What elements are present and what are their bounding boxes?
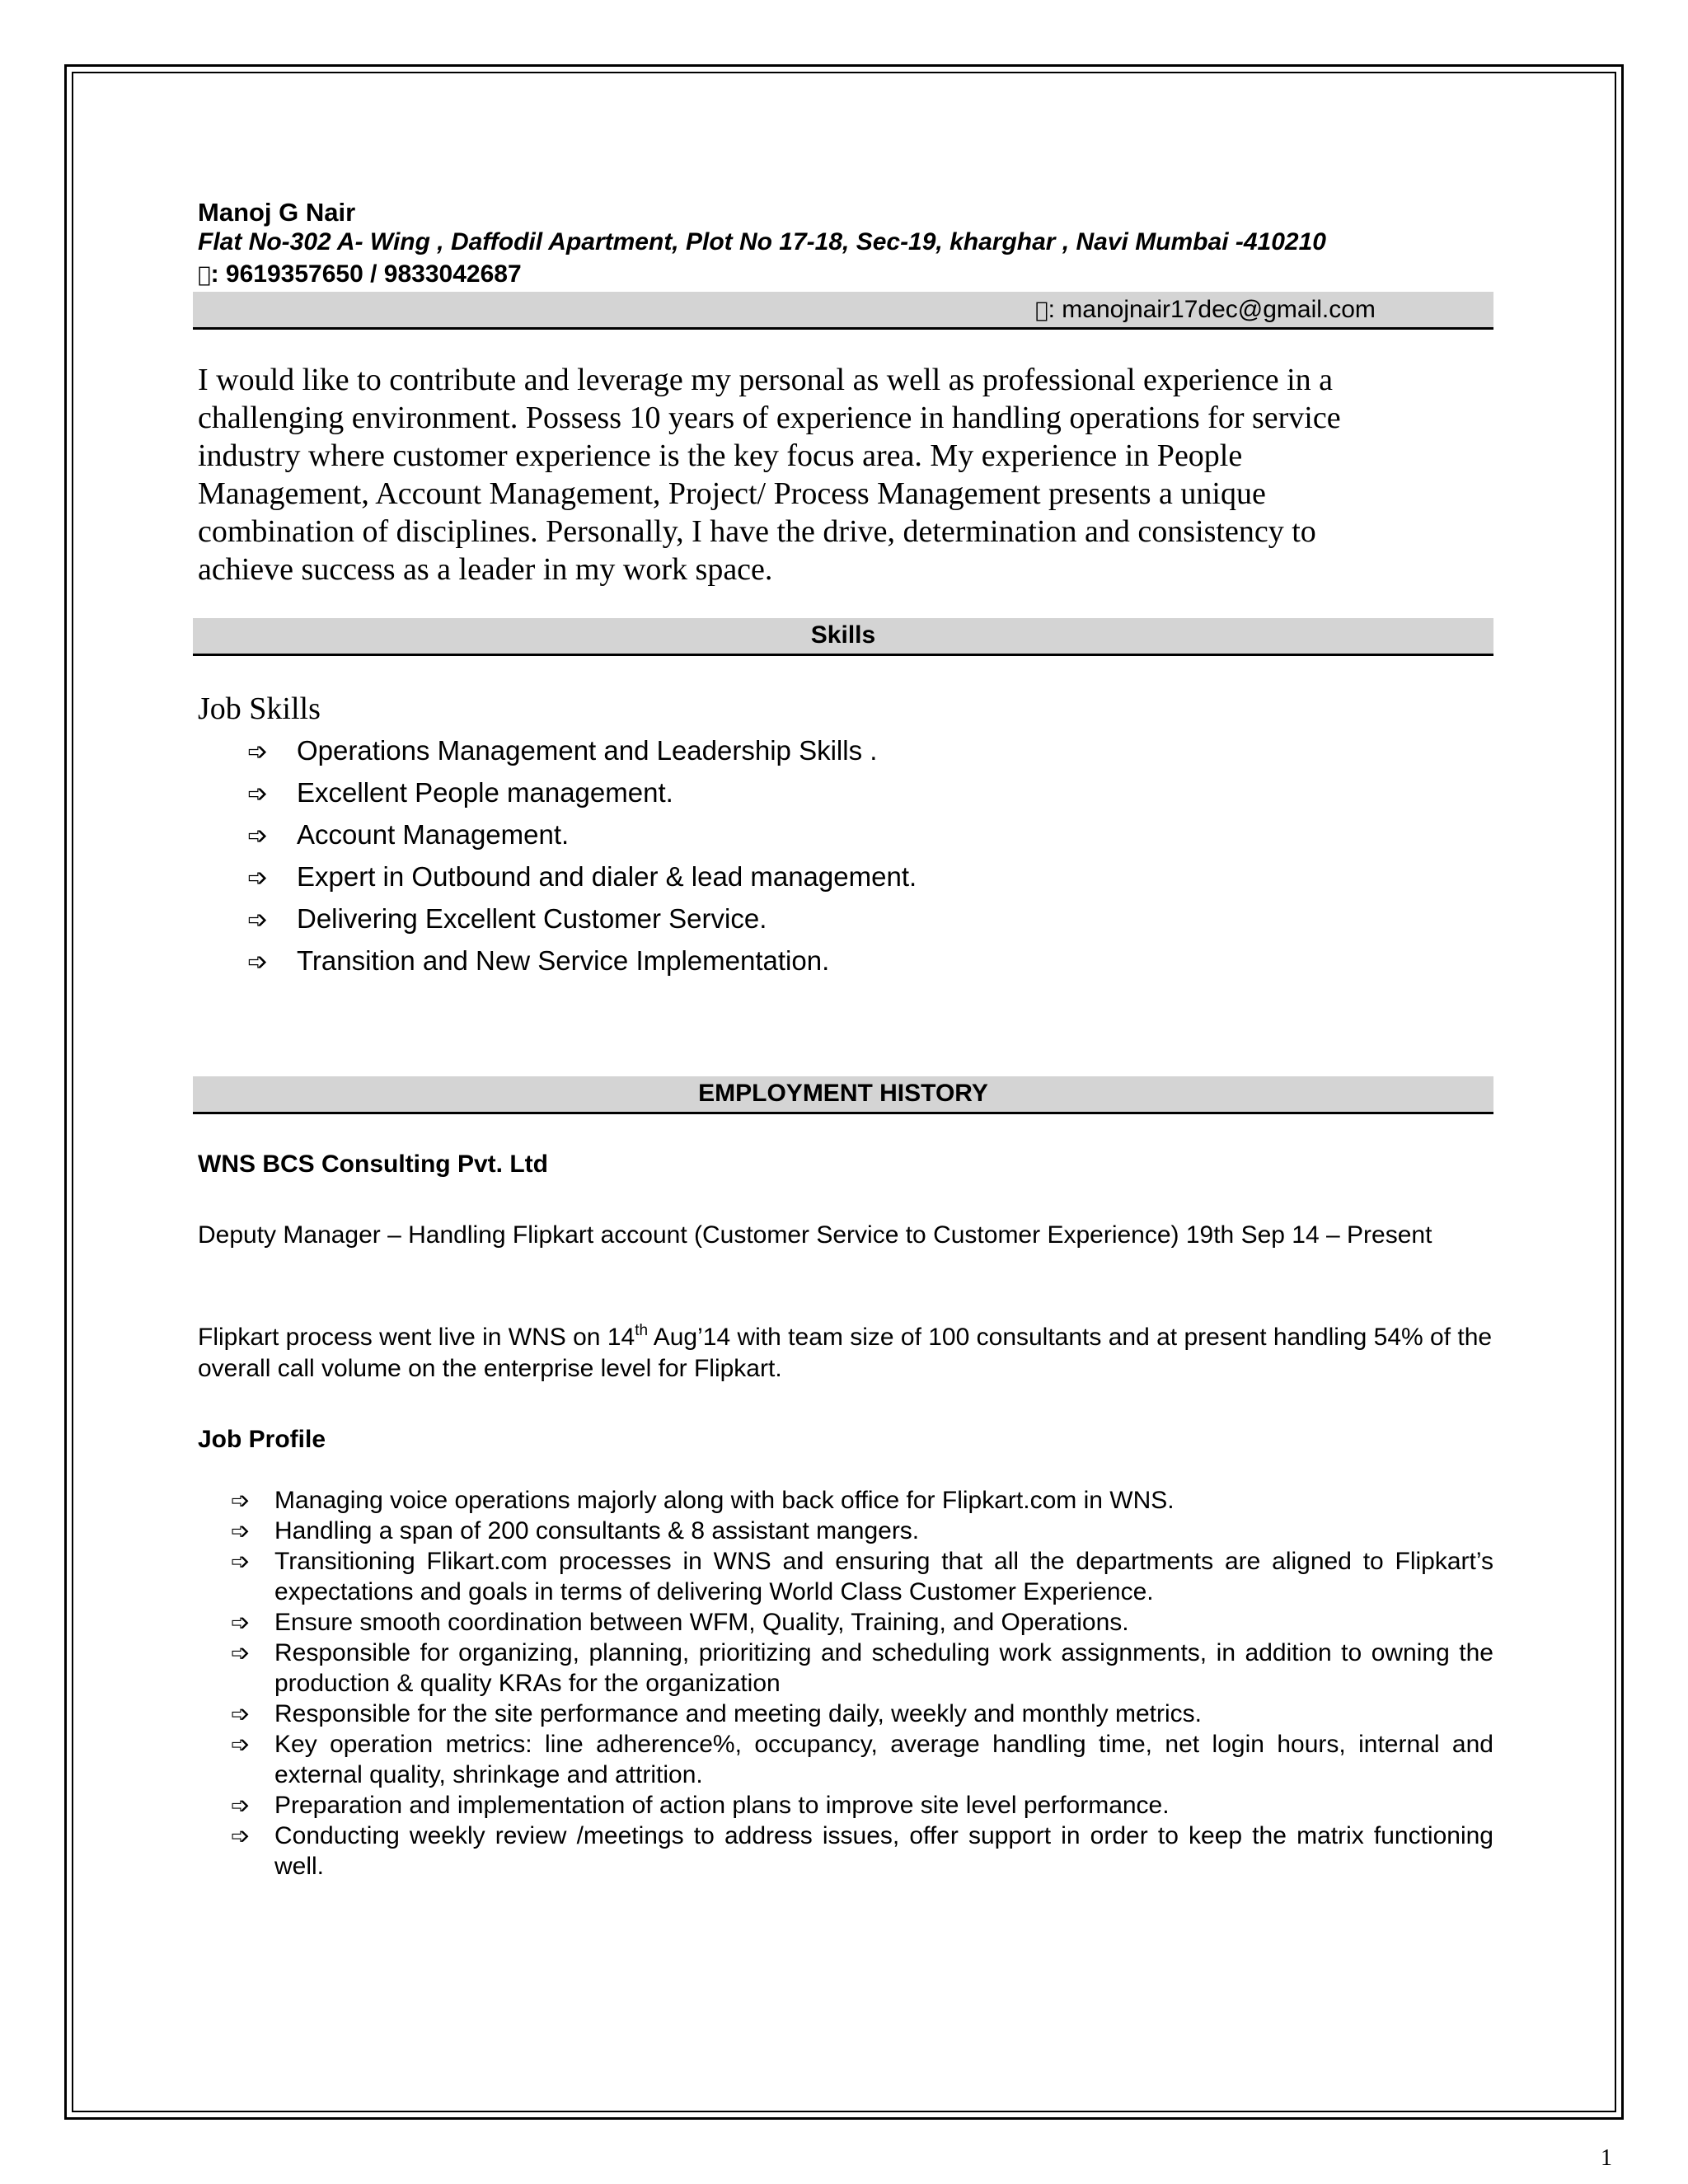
- arrow-bullet-icon: ➩: [231, 1517, 251, 1544]
- arrow-bullet-icon: ➩: [247, 780, 269, 808]
- email-line: [1035, 296, 1376, 324]
- arrow-bullet-icon: ➩: [247, 822, 269, 851]
- profile-text: Handling a span of 200 consultants & 8 assistant mangers.: [274, 1517, 920, 1544]
- arrow-bullet-icon: ➩: [231, 1822, 251, 1849]
- employment-section-header: EMPLOYMENT HISTORY: [193, 1076, 1493, 1114]
- skill-text: Operations Management and Leadership Skills .: [297, 735, 878, 766]
- profile-text: Conducting weekly review /meetings to address issues, offer support in order to keep the matrix functioning well.: [274, 1822, 1493, 1880]
- arrow-bullet-icon: ➩: [247, 948, 269, 977]
- skill-text: Excellent People management.: [297, 777, 673, 808]
- skills-section-header: Skills: [193, 618, 1493, 656]
- profile-text: Managing voice operations majorly along with back office for Flipkart.com in WNS.: [274, 1487, 1175, 1514]
- email-bar: [193, 292, 1493, 330]
- list-item: [247, 816, 917, 858]
- list-item: [231, 1485, 1493, 1516]
- arrow-bullet-icon: ➩: [231, 1700, 251, 1727]
- list-item: [231, 1607, 1493, 1638]
- list-item: [231, 1729, 1493, 1790]
- skill-text: Delivering Excellent Customer Service.: [297, 903, 767, 934]
- list-item: [247, 774, 917, 816]
- summary-line: I would like to contribute and leverage my personal as well as professional experience in a: [198, 363, 1334, 397]
- skill-text: Account Management.: [297, 819, 570, 850]
- profile-text: Responsible for the site performance and meeting daily, weekly and monthly metrics.: [274, 1700, 1202, 1727]
- arrow-bullet-icon: ➩: [247, 738, 269, 766]
- list-item: [247, 858, 917, 900]
- career-summary: [198, 361, 1401, 588]
- summary-line: Management, Account Management, Project/ Process Management presents a unique: [198, 476, 1266, 511]
- skill-text: Transition and New Service Implementation.: [297, 945, 830, 976]
- list-item: [231, 1821, 1493, 1882]
- job-profile-heading: Job Profile: [198, 1426, 326, 1453]
- list-item: [247, 942, 917, 984]
- summary-line: challenging environment. Possess 10 years of experience in handling operations for service: [198, 401, 1341, 435]
- profile-text: Preparation and implementation of action plans to improve site level performance.: [274, 1792, 1170, 1819]
- arrow-bullet-icon: ➩: [231, 1792, 251, 1819]
- list-item: [231, 1699, 1493, 1729]
- page-number: 1: [1601, 2145, 1612, 2171]
- list-item: [247, 732, 917, 774]
- profile-text: Key operation metrics: line adherence%, occupancy, average handling time, net login hours, internal and external quality, shrinkage and attrition.: [274, 1731, 1493, 1788]
- role-description: Deputy Manager – Handling Flipkart account (Customer Service to Customer Experience) 19th Sep 14 – Present: [198, 1221, 1432, 1249]
- arrow-bullet-icon: ➩: [247, 906, 269, 935]
- job-profile-list: [231, 1485, 1493, 1882]
- summary-line: combination of disciplines. Personally, I have the drive, determination and consistency to: [198, 514, 1316, 549]
- email-address: : manojnair17dec@gmail.com: [1035, 296, 1363, 323]
- company-name: WNS BCS Consulting Pvt. Ltd: [198, 1151, 548, 1178]
- candidate-name: Manoj G Nair: [198, 198, 356, 227]
- list-item: [231, 1638, 1493, 1699]
- arrow-bullet-icon: ➩: [231, 1731, 251, 1758]
- process-text: Flipkart process went live in WNS on 14: [198, 1324, 635, 1351]
- list-item: [231, 1516, 1493, 1546]
- email-icon: [1035, 298, 1048, 323]
- arrow-bullet-icon: ➩: [247, 864, 269, 893]
- arrow-bullet-icon: ➩: [231, 1639, 251, 1666]
- job-skills-heading: Job Skills: [198, 691, 321, 726]
- ordinal-suffix: th: [635, 1322, 649, 1339]
- profile-text: Transitioning Flikart.com processes in WNS and ensuring that all the departments are aligned to Flipkart’s expectations and goals in terms of delivering World Class Customer Experience.: [274, 1548, 1493, 1605]
- phone-line: [198, 260, 522, 288]
- job-skills-list: [247, 732, 917, 984]
- phone-numbers: : 9619357650 / 9833042687: [198, 260, 509, 288]
- candidate-address: Flat No-302 A- Wing , Daffodil Apartment, Plot No 17-18, Sec-19, kharghar , Navi Mumbai -410210: [198, 228, 1326, 255]
- summary-line: industry where customer experience is the key focus area. My experience in People: [198, 438, 1243, 473]
- process-text: Aug’14 with team size of 100 consultants and at present handling 54% of the overall call volume on the enterprise level for Flipkart.: [198, 1324, 1493, 1382]
- skill-text: Expert in Outbound and dialer & lead management.: [297, 861, 917, 892]
- list-item: [247, 900, 917, 942]
- list-item: [231, 1790, 1493, 1821]
- arrow-bullet-icon: ➩: [231, 1487, 251, 1514]
- summary-line: achieve success as a leader in my work space.: [198, 552, 773, 587]
- profile-text: Ensure smooth coordination between WFM, Quality, Training, and Operations.: [274, 1609, 1129, 1636]
- arrow-bullet-icon: ➩: [231, 1609, 251, 1636]
- phone-icon: [198, 263, 211, 288]
- profile-text: Responsible for organizing, planning, prioritizing and scheduling work assignments, in addition to owning the production & quality KRAs for the organization: [274, 1639, 1493, 1697]
- process-description: [198, 1322, 1493, 1385]
- list-item: [231, 1546, 1493, 1607]
- arrow-bullet-icon: ➩: [231, 1548, 251, 1575]
